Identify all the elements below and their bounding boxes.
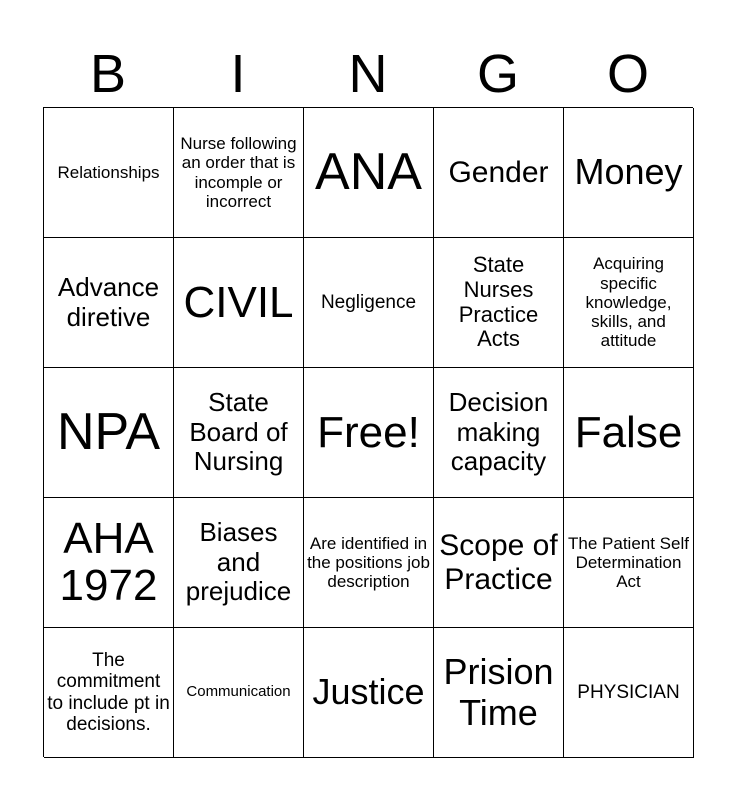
bingo-cell: Relationships: [44, 108, 174, 238]
bingo-cell: Justice: [304, 628, 434, 758]
bingo-cell: The Patient Self Determination Act: [564, 498, 694, 628]
header-letter-g: G: [476, 44, 519, 104]
bingo-cell: Prision Time: [434, 628, 564, 758]
bingo-header: [43, 40, 693, 108]
bingo-grid: [43, 107, 693, 757]
bingo-cell: Nurse following an order that is incomple or incorrect: [174, 108, 304, 238]
bingo-cell: Acquiring specific knowledge, skills, and attitude: [564, 238, 694, 368]
header-letter-b: B: [89, 44, 127, 104]
bingo-cell: Communication: [174, 628, 304, 758]
bingo-cell: Negligence: [304, 238, 434, 368]
bingo-cell: NPA: [44, 368, 174, 498]
bingo-cell: False: [564, 368, 694, 498]
bingo-cell: State Board of Nursing: [174, 368, 304, 498]
bingo-cell: Money: [564, 108, 694, 238]
bingo-cell: Biases and prejudice: [174, 498, 304, 628]
bingo-cell free-space: Free!: [304, 368, 434, 498]
bingo-cell: Decision making capacity: [434, 368, 564, 498]
bingo-cell: AHA 1972: [44, 498, 174, 628]
bingo-cell: Are identified in the positions job description: [304, 498, 434, 628]
header-letter-n: N: [348, 44, 388, 104]
header-letter-o: O: [606, 44, 649, 104]
bingo-cell: Gender: [434, 108, 564, 238]
bingo-cell: CIVIL: [174, 238, 304, 368]
bingo-cell: ANA: [304, 108, 434, 238]
bingo-cell: Advance diretive: [44, 238, 174, 368]
bingo-cell: The commitment to include pt in decisions.: [44, 628, 174, 758]
header-letter-i: I: [230, 44, 246, 104]
bingo-cell: Scope of Practice: [434, 498, 564, 628]
bingo-cell: PHYSICIAN: [564, 628, 694, 758]
bingo-cell: State Nurses Practice Acts: [434, 238, 564, 368]
